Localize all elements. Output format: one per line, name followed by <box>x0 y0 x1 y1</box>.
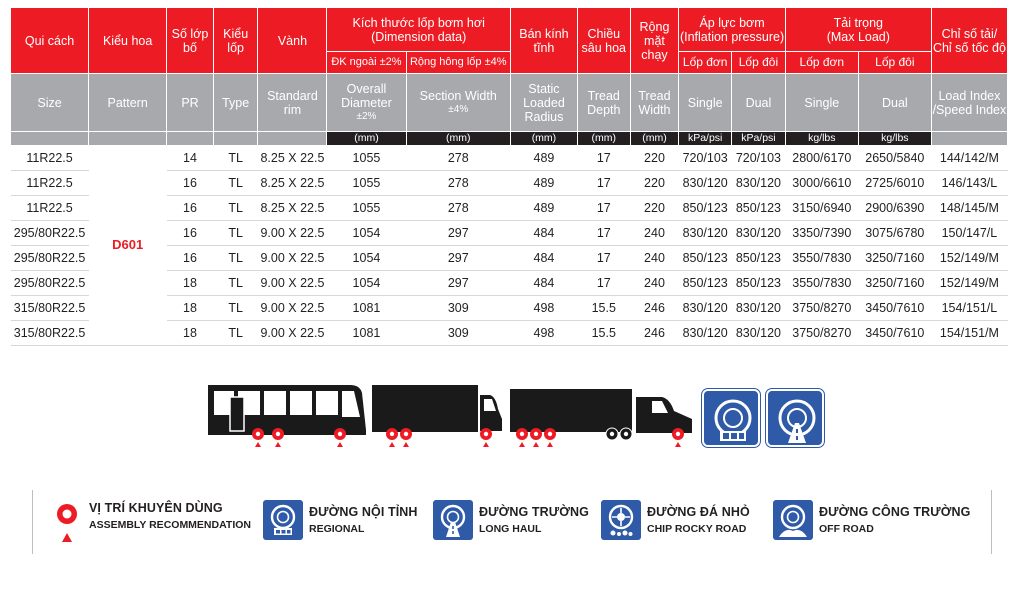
legend-assembly-vi: VỊ TRÍ KHUYÊN DÙNG <box>89 501 223 515</box>
cell-type: TL <box>213 246 258 271</box>
header-pattern-en: Pattern <box>89 74 167 132</box>
legend-item-regional <box>263 500 418 540</box>
cell-sw: 278 <box>406 171 510 196</box>
cell-rim: 9.00 X 22.5 <box>258 246 327 271</box>
cell-size: 315/80R22.5 <box>11 296 89 321</box>
unit-single-pressure: kPa/psi <box>679 132 732 146</box>
long-haul-road-icon <box>766 389 824 447</box>
cell-td: 17 <box>577 221 630 246</box>
legend-item-assembly <box>53 500 251 544</box>
cell-pr: 16 <box>167 246 214 271</box>
cell-ps: 850/123 <box>679 271 732 296</box>
cell-size: 295/80R22.5 <box>11 271 89 296</box>
legend-regional-vi: ĐƯỜNG NỘI TỈNH <box>309 505 418 519</box>
cell-ld: 3450/7610 <box>858 321 931 346</box>
header-lop-don-pressure: Lốp đơn <box>679 52 732 74</box>
header-lop-don-load: Lốp đơn <box>785 52 858 74</box>
header-pressure-en: (Inflation pressure) <box>679 29 785 44</box>
legend-item-off-road <box>773 500 970 540</box>
header-index-vi: Chỉ số tải/ Chỉ số tốc độ <box>931 8 1007 74</box>
cell-rim: 8.25 X 22.5 <box>258 146 327 171</box>
header-overall-tol: ±2% <box>356 111 377 123</box>
cell-rim: 9.00 X 22.5 <box>258 321 327 346</box>
header-section-label: Section Width <box>419 89 497 104</box>
unit-section: (mm) <box>406 132 510 146</box>
header-pr-vi: Số lớp bố <box>167 8 214 74</box>
header-pressure-vi: Áp lực bơm <box>699 15 765 30</box>
header-width-en: Tread Width <box>630 74 679 132</box>
cell-pr: 18 <box>167 321 214 346</box>
unit-overall: (mm) <box>327 132 406 146</box>
cell-pd: 830/120 <box>732 321 786 346</box>
cell-tw: 240 <box>630 246 679 271</box>
cell-size: 295/80R22.5 <box>11 246 89 271</box>
header-section-en <box>406 74 510 132</box>
cell-ls: 3750/8270 <box>785 296 858 321</box>
header-rong-hong: Rộng hông lốp ±4% <box>406 52 510 74</box>
cell-type: TL <box>213 196 258 221</box>
cell-td: 17 <box>577 271 630 296</box>
cell-size: 11R22.5 <box>11 146 89 171</box>
cell-idx: 154/151/M <box>931 321 1007 346</box>
unit-index <box>931 132 1007 146</box>
cell-slr: 498 <box>510 296 577 321</box>
cell-pd: 850/123 <box>732 246 786 271</box>
legend-long-haul-vi: ĐƯỜNG TRƯỜNG <box>479 505 589 519</box>
unit-rim <box>258 132 327 146</box>
cell-pd: 830/120 <box>732 296 786 321</box>
cell-type: TL <box>213 146 258 171</box>
cell-sw: 297 <box>406 246 510 271</box>
header-load <box>785 8 931 52</box>
cell-ps: 830/120 <box>679 321 732 346</box>
header-row-vi <box>11 8 1008 52</box>
cell-od: 1054 <box>327 221 406 246</box>
header-rim-vi: Vành <box>258 8 327 74</box>
cell-rim: 8.25 X 22.5 <box>258 196 327 221</box>
header-pressure <box>679 8 785 52</box>
cell-ps: 850/123 <box>679 246 732 271</box>
cell-idx: 144/142/M <box>931 146 1007 171</box>
cell-pr: 16 <box>167 221 214 246</box>
cell-pr: 14 <box>167 146 214 171</box>
cell-pd: 850/123 <box>732 196 786 221</box>
legend-off-road-en: OFF ROAD <box>819 523 874 535</box>
unit-size <box>11 132 89 146</box>
cell-slr: 498 <box>510 321 577 346</box>
cell-tw: 240 <box>630 271 679 296</box>
cell-idx: 146/143/L <box>931 171 1007 196</box>
header-size-en: Size <box>11 74 89 132</box>
unit-dual-pressure: kPa/psi <box>732 132 786 146</box>
cell-rim: 8.25 X 22.5 <box>258 171 327 196</box>
header-load-en: (Max Load) <box>826 29 890 44</box>
cell-tw: 246 <box>630 296 679 321</box>
cell-type: TL <box>213 321 258 346</box>
header-overall-en <box>327 74 406 132</box>
header-size-vi: Qui cách <box>11 8 89 74</box>
unit-pr <box>167 132 214 146</box>
unit-pattern <box>89 132 167 146</box>
header-index-en: Load Index /Speed Index <box>931 74 1007 132</box>
header-depth-vi: Chiều sâu hoa <box>577 8 630 74</box>
cell-ld: 3250/7160 <box>858 271 931 296</box>
header-pattern-vi: Kiểu hoa <box>89 8 167 74</box>
legend-chip-rocky-en: CHIP ROCKY ROAD <box>647 523 747 535</box>
cell-ps: 830/120 <box>679 221 732 246</box>
header-width-vi: Rộng mặt chạy <box>630 8 679 74</box>
header-dk-ngoai: ĐK ngoài ±2% <box>327 52 406 74</box>
cell-size: 11R22.5 <box>11 196 89 221</box>
cell-pd: 720/103 <box>732 146 786 171</box>
header-radius-en: Static Loaded Radius <box>510 74 577 132</box>
cell-sw: 278 <box>406 146 510 171</box>
spec-body <box>11 146 1008 346</box>
cell-idx: 152/149/M <box>931 271 1007 296</box>
header-radius-vi: Bán kính tĩnh <box>510 8 577 74</box>
legend-assembly-en: ASSEMBLY RECOMMENDATION <box>89 519 251 531</box>
header-section-tol: ±4% <box>448 104 469 116</box>
cell-ls: 3750/8270 <box>785 321 858 346</box>
cell-ls: 2800/6170 <box>785 146 858 171</box>
pattern-cell: D601 <box>89 146 167 346</box>
legend-off-road-vi: ĐƯỜNG CÔNG TRƯỜNG <box>819 505 971 519</box>
cell-ls: 3000/6610 <box>785 171 858 196</box>
cell-slr: 489 <box>510 146 577 171</box>
cell-ps: 830/120 <box>679 171 732 196</box>
header-row-en <box>11 74 1008 132</box>
legend-chip-rocky-vi: ĐƯỜNG ĐÁ NHỎ <box>647 505 750 519</box>
cell-td: 17 <box>577 146 630 171</box>
chip-rocky-road-icon <box>601 500 641 540</box>
cell-ps: 720/103 <box>679 146 732 171</box>
legend-regional-en: REGIONAL <box>309 523 365 535</box>
cell-od: 1054 <box>327 271 406 296</box>
cell-sw: 278 <box>406 196 510 221</box>
cell-td: 17 <box>577 171 630 196</box>
cell-od: 1055 <box>327 146 406 171</box>
header-single-load-en: Single <box>785 74 858 132</box>
cell-slr: 489 <box>510 171 577 196</box>
header-lop-doi-pressure: Lốp đôi <box>732 52 786 74</box>
cell-type: TL <box>213 271 258 296</box>
header-depth-en: Tread Depth <box>577 74 630 132</box>
cell-od: 1054 <box>327 246 406 271</box>
cell-ld: 2725/6010 <box>858 171 931 196</box>
cell-type: TL <box>213 171 258 196</box>
cell-size: 295/80R22.5 <box>11 221 89 246</box>
legend-item-chip-rocky <box>601 500 750 540</box>
cell-pd: 830/120 <box>732 171 786 196</box>
cell-tw: 220 <box>630 171 679 196</box>
unit-type <box>213 132 258 146</box>
cell-pd: 830/120 <box>732 221 786 246</box>
cell-ls: 3350/7390 <box>785 221 858 246</box>
header-dimension <box>327 8 511 52</box>
cell-type: TL <box>213 296 258 321</box>
cell-ld: 3450/7610 <box>858 296 931 321</box>
cell-ls: 3550/7830 <box>785 271 858 296</box>
cell-slr: 484 <box>510 246 577 271</box>
cell-pd: 850/123 <box>732 271 786 296</box>
unit-single-load: kg/lbs <box>785 132 858 146</box>
cell-rim: 9.00 X 22.5 <box>258 296 327 321</box>
off-road-icon <box>773 500 813 540</box>
cell-od: 1055 <box>327 171 406 196</box>
header-lop-doi-load: Lốp đôi <box>858 52 931 74</box>
header-overall-label: Overall Diameter <box>341 82 392 111</box>
header-dimension-vi: Kích thước lốp bơm hơi <box>352 15 485 30</box>
cell-sw: 297 <box>406 221 510 246</box>
cell-ps: 850/123 <box>679 196 732 221</box>
header-type-en: Type <box>213 74 258 132</box>
unit-dual-load: kg/lbs <box>858 132 931 146</box>
cell-sw: 309 <box>406 321 510 346</box>
cell-pr: 18 <box>167 271 214 296</box>
cell-od: 1081 <box>327 296 406 321</box>
cell-td: 15.5 <box>577 296 630 321</box>
cell-slr: 484 <box>510 271 577 296</box>
regional-road-icon <box>263 500 303 540</box>
cell-td: 17 <box>577 246 630 271</box>
cell-size: 315/80R22.5 <box>11 321 89 346</box>
cell-td: 17 <box>577 196 630 221</box>
location-pin-icon <box>53 500 81 544</box>
cell-pr: 18 <box>167 296 214 321</box>
cell-pr: 16 <box>167 196 214 221</box>
regional-road-icon <box>702 389 760 447</box>
header-dimension-en: (Dimension data) <box>371 29 467 44</box>
cell-tw: 220 <box>630 146 679 171</box>
cell-idx: 148/145/M <box>931 196 1007 221</box>
cell-ld: 2650/5840 <box>858 146 931 171</box>
cell-ld: 3250/7160 <box>858 246 931 271</box>
header-rim-en: Standard rim <box>258 74 327 132</box>
legend <box>32 490 992 554</box>
cell-slr: 484 <box>510 221 577 246</box>
header-single-pressure-en: Single <box>679 74 732 132</box>
cell-sw: 309 <box>406 296 510 321</box>
cell-tw: 246 <box>630 321 679 346</box>
tire-spec-table <box>10 7 1008 346</box>
unit-radius: (mm) <box>510 132 577 146</box>
header-load-vi: Tải trọng <box>833 15 883 30</box>
header-row-units <box>11 132 1008 146</box>
header-pr-en: PR <box>167 74 214 132</box>
table-row <box>11 146 1008 171</box>
cell-rim: 9.00 X 22.5 <box>258 221 327 246</box>
cell-type: TL <box>213 221 258 246</box>
cell-td: 15.5 <box>577 321 630 346</box>
unit-width: (mm) <box>630 132 679 146</box>
cell-slr: 489 <box>510 196 577 221</box>
cell-idx: 152/149/M <box>931 246 1007 271</box>
cell-idx: 150/147/L <box>931 221 1007 246</box>
cell-idx: 154/151/L <box>931 296 1007 321</box>
cell-size: 11R22.5 <box>11 171 89 196</box>
cell-tw: 220 <box>630 196 679 221</box>
cell-rim: 9.00 X 22.5 <box>258 271 327 296</box>
cell-sw: 297 <box>406 271 510 296</box>
header-dual-load-en: Dual <box>858 74 931 132</box>
long-haul-road-icon <box>433 500 473 540</box>
legend-long-haul-en: LONG HAUL <box>479 523 542 535</box>
cell-pr: 16 <box>167 171 214 196</box>
header-dual-pressure-en: Dual <box>732 74 786 132</box>
cell-ls: 3550/7830 <box>785 246 858 271</box>
cell-ld: 3075/6780 <box>858 221 931 246</box>
cell-ls: 3150/6940 <box>785 196 858 221</box>
cell-od: 1055 <box>327 196 406 221</box>
cell-od: 1081 <box>327 321 406 346</box>
cell-tw: 240 <box>630 221 679 246</box>
unit-depth: (mm) <box>577 132 630 146</box>
header-type-vi: Kiểu lốp <box>213 8 258 74</box>
legend-item-long-haul <box>433 500 589 540</box>
cell-ps: 830/120 <box>679 296 732 321</box>
cell-ld: 2900/6390 <box>858 196 931 221</box>
